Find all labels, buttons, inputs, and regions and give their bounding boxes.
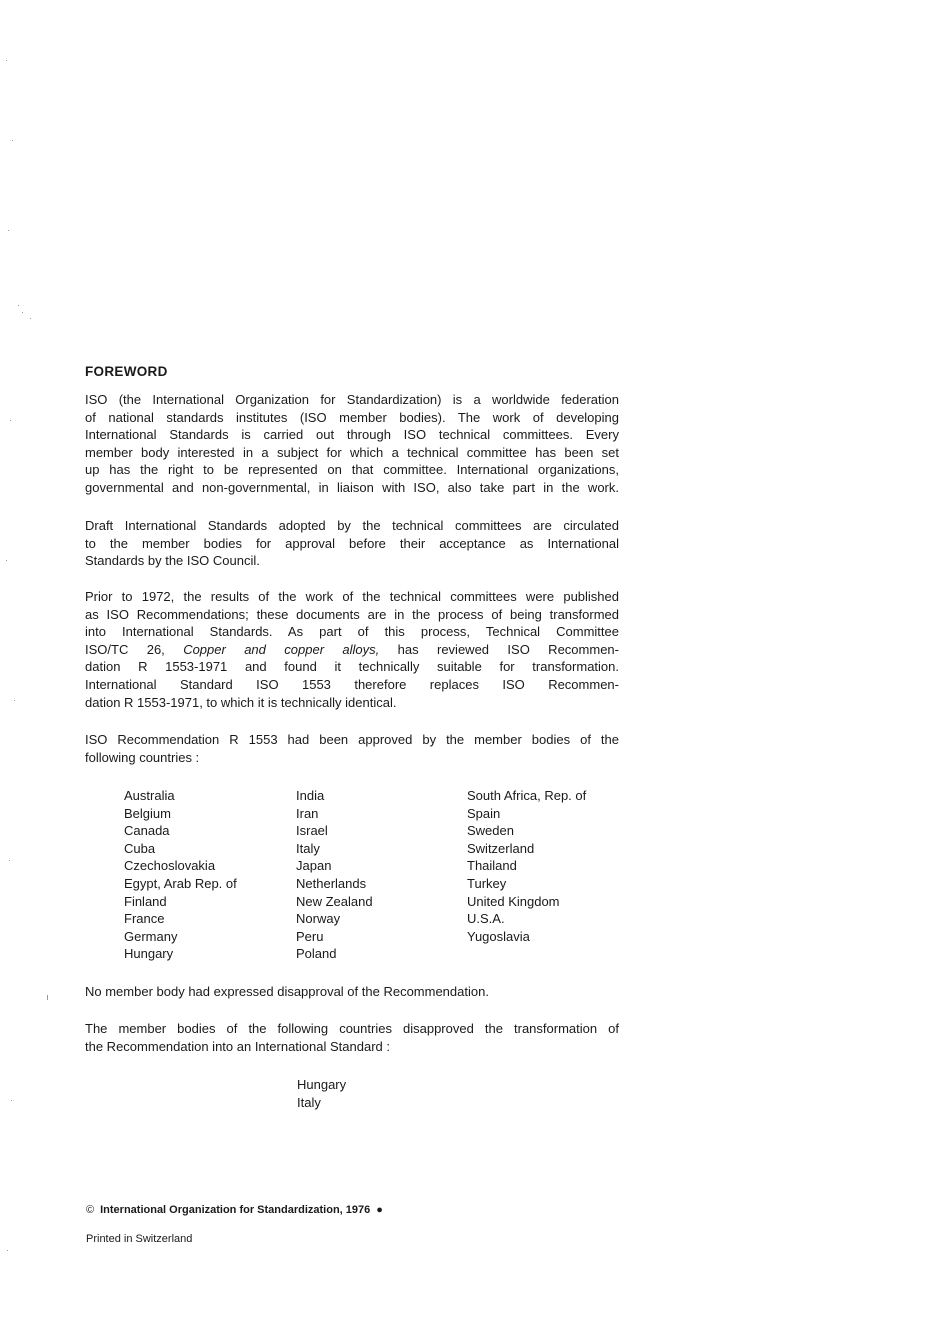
- text-fragment: has reviewed ISO Recommen-: [397, 641, 619, 657]
- country-item: Turkey: [467, 875, 507, 891]
- committee-ref: ISO/TC 26,: [85, 641, 165, 657]
- country-item: Italy: [297, 1094, 321, 1110]
- text-line: to the member bodies for approval before their acceptance as International: [85, 535, 619, 551]
- country-item: India: [296, 788, 325, 803]
- countries-column-3: [467, 787, 586, 945]
- country-item: Czechoslovakia: [124, 858, 216, 874]
- country-item: Australia: [124, 788, 175, 803]
- text-line: member body interested in a subject for which a technical committee has been set: [85, 444, 619, 460]
- country-item: France: [124, 911, 165, 927]
- text-line: Standards by the ISO Council.: [85, 553, 260, 569]
- committee-title: Copper and copper alloys,: [183, 641, 380, 657]
- copyright-text: International Organization for Standardization, 1976: [100, 1204, 371, 1216]
- text-line: of national standards institutes (ISO member bodies). The work of developing: [85, 409, 619, 425]
- text-line: ISO Recommendation R 1553 had been approved by the member bodies of the: [85, 732, 619, 747]
- text-line: the Recommendation into an International Standard :: [85, 1038, 390, 1054]
- text-line: Prior to 1972, the results of the work of the technical committees were published: [85, 589, 619, 604]
- country-item: Japan: [296, 858, 332, 874]
- country-item: Canada: [124, 823, 170, 839]
- country-item: Yugoslavia: [467, 928, 530, 944]
- country-item: Hungary: [124, 946, 174, 962]
- text-line: [85, 641, 619, 659]
- country-item: South Africa, Rep. of: [467, 788, 587, 803]
- copyright-line: [86, 1204, 383, 1216]
- text-line: up has the right to be represented on that committee. International organizations,: [85, 462, 619, 478]
- printed-in-line: Printed in Switzerland: [86, 1233, 193, 1245]
- country-item: Belgium: [124, 805, 171, 821]
- country-item: Iran: [296, 805, 319, 821]
- text-line: International Standards is carried out through ISO technical committees. Every: [85, 427, 619, 443]
- text-line: as ISO Recommendations; these documents are in the process of being transformed: [85, 606, 619, 622]
- paragraph-no-disapproval: [85, 983, 619, 1001]
- text-line: Draft International Standards adopted by the technical committees are circulated: [85, 518, 619, 533]
- text-line: following countries :: [85, 749, 200, 765]
- countries-column-2: [296, 787, 373, 963]
- country-item: Cuba: [124, 840, 156, 856]
- text-line: dation R 1553-1971 and found it technically suitable for transformation.: [85, 659, 619, 675]
- country-item: Peru: [296, 928, 324, 944]
- disapproving-countries-list: [297, 1076, 346, 1111]
- country-item: Egypt, Arab Rep. of: [124, 875, 237, 891]
- country-item: Thailand: [467, 858, 517, 874]
- paragraph-disapproval: [85, 1020, 619, 1055]
- text-line: dation R 1553-1971, to which it is technically identical.: [85, 694, 397, 710]
- text-line: No member body had expressed disapproval of the Recommendation.: [85, 984, 489, 999]
- paragraph-approval: [85, 731, 619, 766]
- country-item: Germany: [124, 928, 178, 944]
- country-item: Netherlands: [296, 875, 367, 891]
- text-line: into International Standards. As part of this process, Technical Committee: [85, 624, 619, 640]
- foreword-heading: FOREWORD: [85, 364, 168, 379]
- country-item: Spain: [467, 805, 501, 821]
- country-item: United Kingdom: [467, 893, 560, 909]
- paragraph-draft-standards: [85, 517, 619, 570]
- bullet-icon: ●: [376, 1204, 383, 1216]
- country-item: U.S.A.: [467, 911, 505, 927]
- paragraph-iso-intro: [85, 391, 619, 497]
- scan-specks: [0, 0, 60, 1341]
- country-item: Norway: [296, 911, 341, 927]
- country-item: New Zealand: [296, 893, 373, 909]
- paragraph-history: [85, 588, 619, 711]
- country-item: Sweden: [467, 823, 514, 839]
- country-item: Finland: [124, 893, 167, 909]
- country-item: Hungary: [297, 1077, 347, 1092]
- countries-column-1: [124, 787, 237, 963]
- copyright-symbol: ©: [86, 1204, 95, 1216]
- text-line: The member bodies of the following countries disapproved the transformation of: [85, 1021, 619, 1036]
- text-line: International Standard ISO 1553 therefore replaces ISO Recommen-: [85, 676, 619, 692]
- country-item: Poland: [296, 946, 337, 962]
- country-item: Italy: [296, 840, 320, 856]
- country-item: Israel: [296, 823, 328, 839]
- text-line: ISO (the International Organization for Standardization) is a worldwide federation: [85, 392, 619, 407]
- text-line: governmental and non-governmental, in liaison with ISO, also take part in the work.: [85, 479, 619, 495]
- country-item: Switzerland: [467, 840, 535, 856]
